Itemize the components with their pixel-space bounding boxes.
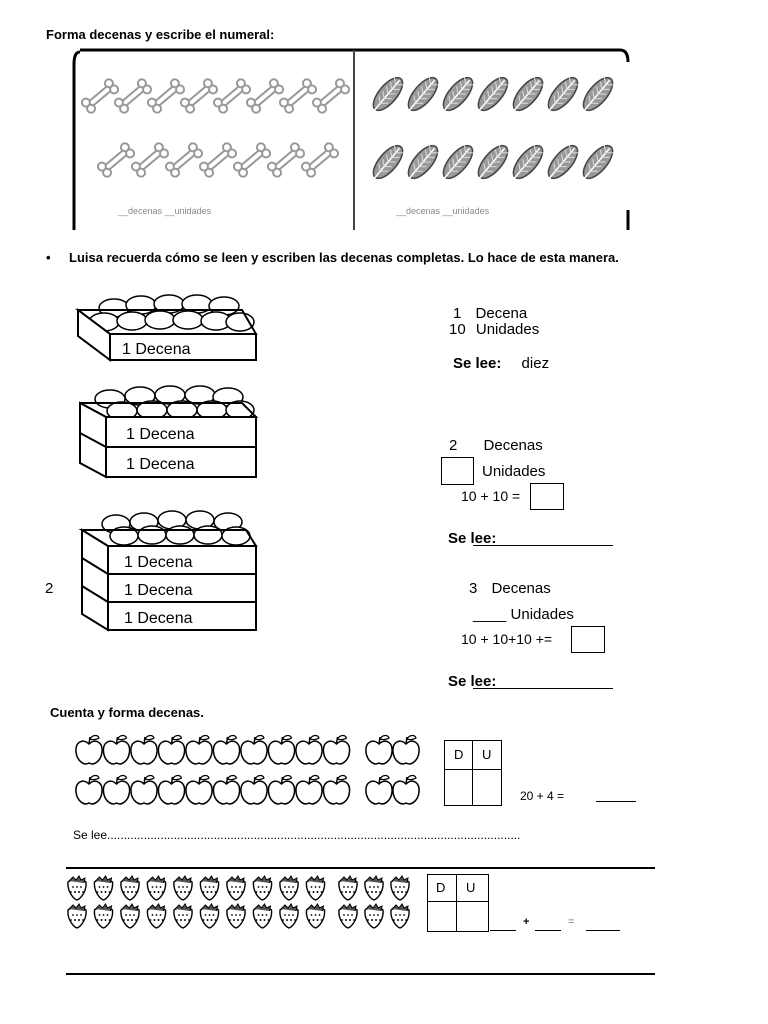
strawberry-icon bbox=[121, 876, 139, 900]
equation-answer-line[interactable] bbox=[596, 801, 636, 802]
strawberry-icon bbox=[68, 904, 86, 928]
strawberry-icon bbox=[280, 904, 298, 928]
right-caption: __decenas __unidades bbox=[396, 206, 490, 216]
section3-title: Cuenta y forma decenas. bbox=[50, 705, 204, 720]
strawberry-icon bbox=[147, 876, 165, 900]
bone-icon bbox=[96, 142, 135, 179]
divider-top bbox=[66, 867, 655, 869]
apple-icon bbox=[76, 736, 102, 764]
strawberry-icon bbox=[365, 876, 383, 900]
strawberry-icon bbox=[253, 876, 271, 900]
ex1-line1 bbox=[453, 305, 527, 322]
apple-icon bbox=[323, 736, 349, 764]
leaf-icon bbox=[436, 73, 478, 118]
crate-label: 1 Decena bbox=[126, 426, 195, 443]
ex2-units-answer-box[interactable] bbox=[441, 457, 474, 485]
strawberry-icon bbox=[147, 904, 165, 928]
leaf-icon bbox=[541, 73, 583, 118]
bone-icon bbox=[113, 78, 152, 115]
apple-icon bbox=[76, 776, 102, 804]
leaf-icon bbox=[401, 73, 443, 118]
se-lee-label: Se lee: bbox=[453, 355, 502, 372]
bone-icon bbox=[130, 142, 169, 179]
leaf-icon bbox=[576, 141, 618, 186]
bone-icon bbox=[198, 142, 237, 179]
du-table-2-d-header: D bbox=[436, 880, 446, 895]
apple-icon bbox=[241, 736, 267, 764]
leaf-icon bbox=[401, 141, 443, 186]
bone-icon bbox=[179, 78, 218, 115]
bone-icon bbox=[278, 78, 317, 115]
leaf-icon bbox=[366, 73, 408, 118]
strawberry-icon bbox=[227, 904, 245, 928]
ex2-sum-answer-box[interactable] bbox=[530, 483, 564, 510]
strawberry-icon bbox=[391, 876, 409, 900]
se-lee-label: Se lee: bbox=[448, 530, 497, 547]
ex2-line1 bbox=[449, 437, 543, 454]
addend1-blank[interactable] bbox=[490, 930, 516, 931]
du-table-u-header: U bbox=[482, 747, 492, 762]
apple-icon bbox=[268, 736, 294, 764]
crate-three-decenas bbox=[76, 508, 266, 634]
ex1-se-lee bbox=[453, 355, 549, 372]
du-table bbox=[444, 740, 502, 806]
strawberry-icon bbox=[365, 904, 383, 928]
bone-icon bbox=[311, 78, 350, 115]
strawberry-icon bbox=[200, 904, 218, 928]
bone-icon bbox=[80, 78, 119, 115]
leaves-group bbox=[366, 73, 618, 186]
crate-two-decenas bbox=[74, 383, 264, 483]
du-table-d-cell[interactable] bbox=[447, 772, 469, 802]
ex3-line1 bbox=[469, 580, 551, 597]
bones-group bbox=[80, 78, 350, 179]
apple-icon bbox=[103, 776, 129, 804]
ex3-sum: 10 + 10+10 += bbox=[461, 631, 553, 647]
strawberry-icon bbox=[391, 904, 409, 928]
apples-group bbox=[74, 730, 424, 810]
equation: 20 + 4 = bbox=[520, 789, 565, 803]
apple-icon bbox=[296, 736, 322, 764]
strawberry-icon bbox=[253, 904, 271, 928]
crate-label: 1 Decena bbox=[126, 456, 195, 473]
apple-icon bbox=[296, 776, 322, 804]
strawberry-icon bbox=[94, 904, 112, 928]
crate-one-decena bbox=[74, 290, 264, 370]
section1-title: Forma decenas y escribe el numeral: bbox=[46, 27, 275, 42]
leaf-icon bbox=[506, 141, 548, 186]
apple-icon bbox=[131, 736, 157, 764]
strawberry-icon bbox=[121, 904, 139, 928]
leaf-icon bbox=[541, 141, 583, 186]
strawberry-icon bbox=[68, 876, 86, 900]
se-lee-label: Se lee: bbox=[448, 673, 497, 690]
apple-icon bbox=[213, 776, 239, 804]
du-table-2-d-cell[interactable] bbox=[430, 904, 454, 929]
ex3-tens-word: Decenas bbox=[491, 580, 551, 597]
ex1-tens-word: Decena bbox=[475, 305, 528, 322]
ex2-se-lee-answer-line[interactable] bbox=[473, 545, 613, 546]
strawberry-icon bbox=[174, 876, 192, 900]
bone-icon bbox=[245, 78, 284, 115]
strawberry-icon bbox=[174, 904, 192, 928]
leaf-icon bbox=[366, 141, 408, 186]
leaf-icon bbox=[506, 73, 548, 118]
apple-icon bbox=[323, 776, 349, 804]
result-blank[interactable] bbox=[586, 930, 620, 931]
strawberry-icon bbox=[227, 876, 245, 900]
bone-icon bbox=[212, 78, 251, 115]
ex1-units-word: Unidades bbox=[475, 321, 540, 338]
addend2-blank[interactable] bbox=[535, 930, 561, 931]
strawberry-icon bbox=[306, 904, 324, 928]
ex2-sum: 10 + 10 = bbox=[461, 488, 521, 504]
crate-label: 1 Decena bbox=[122, 341, 191, 358]
du-table-2-u-header: U bbox=[466, 880, 476, 895]
strawberry-icon bbox=[339, 876, 357, 900]
ex1-units-number: 10 bbox=[449, 321, 466, 338]
intro-text: Luisa recuerda cómo se leen y escriben las decenas completas. Lo hace de esta manera. bbox=[69, 250, 619, 265]
apple-icon bbox=[393, 776, 419, 804]
du-table-2 bbox=[427, 874, 489, 932]
side-number: 2 bbox=[45, 580, 54, 597]
ex3-se-lee-answer-line[interactable] bbox=[473, 688, 613, 689]
left-caption: __decenas __unidades bbox=[118, 206, 212, 216]
ex3-line2 bbox=[473, 606, 574, 623]
apple-icon bbox=[103, 736, 129, 764]
crate-label: 1 Decena bbox=[124, 610, 193, 627]
bone-icon bbox=[266, 142, 305, 179]
strawberry-icon bbox=[200, 876, 218, 900]
strawberry-icon bbox=[339, 904, 357, 928]
apple-icon bbox=[268, 776, 294, 804]
bone-icon bbox=[146, 78, 185, 115]
ex1-tens-number: 1 bbox=[453, 305, 462, 322]
se-lee-value: diez bbox=[521, 355, 550, 372]
ex2-tens-number: 2 bbox=[449, 437, 458, 454]
strawberry-icon bbox=[94, 876, 112, 900]
leaf-icon bbox=[576, 73, 618, 118]
leaf-icon bbox=[436, 141, 478, 186]
apple-icon bbox=[241, 776, 267, 804]
apple-icon bbox=[213, 736, 239, 764]
ex2-tens-word: Decenas bbox=[483, 437, 543, 454]
apple-icon bbox=[186, 776, 212, 804]
strawberry-icon bbox=[280, 876, 298, 900]
du-table-u-cell[interactable] bbox=[475, 772, 497, 802]
leaf-icon bbox=[471, 73, 513, 118]
eggs-group bbox=[102, 511, 250, 545]
divider-bottom bbox=[66, 973, 655, 975]
bullet: • bbox=[46, 250, 51, 265]
apple-icon bbox=[186, 736, 212, 764]
strawberries-group bbox=[64, 874, 420, 934]
se-lee-line: Se lee............................................................................................................................ bbox=[73, 828, 521, 842]
ex2-units-word: Unidades bbox=[482, 463, 546, 480]
du-table-2-u-cell[interactable] bbox=[459, 904, 485, 929]
apple-icon bbox=[158, 736, 184, 764]
apple-icon bbox=[131, 776, 157, 804]
bone-icon bbox=[300, 142, 339, 179]
leaf-icon bbox=[471, 141, 513, 186]
apple-icon bbox=[366, 736, 392, 764]
equals-sign: = bbox=[568, 916, 575, 928]
ex1-line2 bbox=[449, 321, 539, 338]
ex3-sum-answer-box[interactable] bbox=[571, 626, 605, 653]
crate-label: 1 Decena bbox=[124, 582, 193, 599]
apple-icon bbox=[158, 776, 184, 804]
ex3-units-word: Unidades bbox=[510, 606, 574, 623]
eggs-group bbox=[89, 295, 254, 331]
plus-sign: + bbox=[523, 916, 530, 928]
du-table-d-header: D bbox=[454, 747, 464, 762]
ex3-tens-number: 3 bbox=[469, 580, 478, 597]
apple-icon bbox=[366, 776, 392, 804]
apple-icon bbox=[393, 736, 419, 764]
ex3-units-blank[interactable]: ____ bbox=[473, 606, 507, 623]
bone-icon bbox=[164, 142, 203, 179]
bone-icon bbox=[232, 142, 271, 179]
strawberry-icon bbox=[306, 876, 324, 900]
crate-label: 1 Decena bbox=[124, 554, 193, 571]
